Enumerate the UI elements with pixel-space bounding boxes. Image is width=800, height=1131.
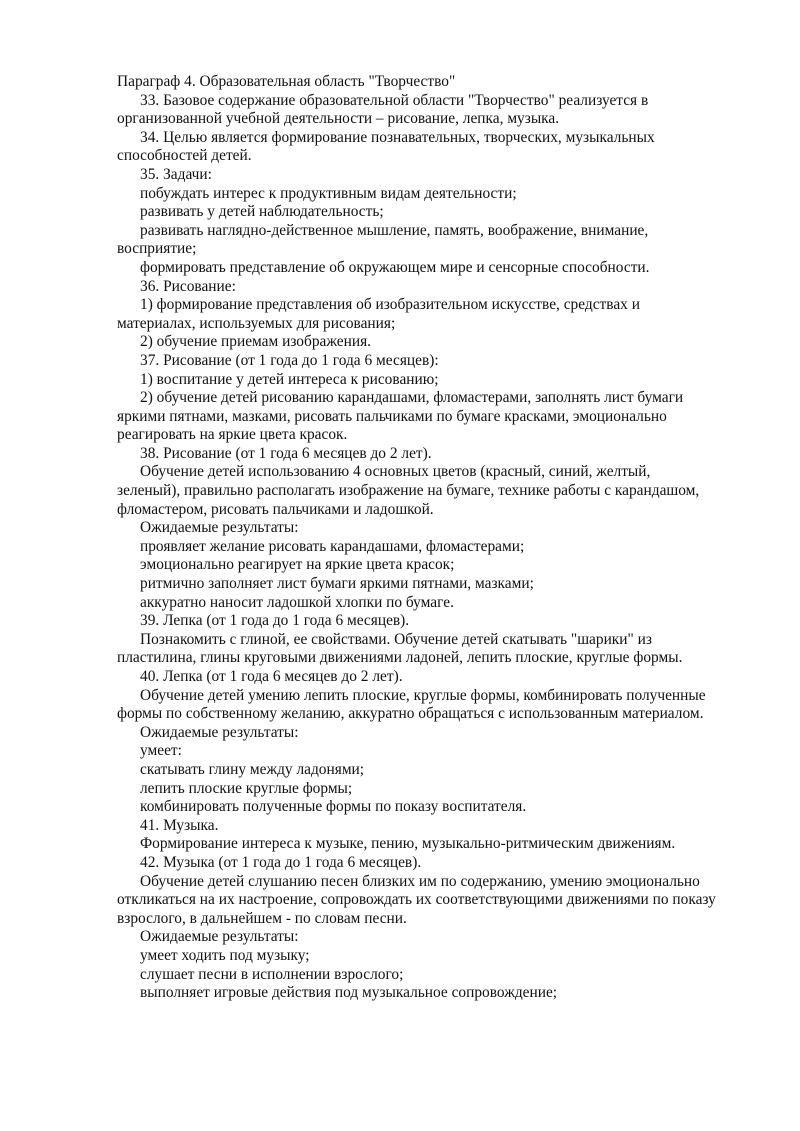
paragraph: Ожидаемые результаты:	[140, 723, 299, 741]
paragraph: 39. Лепка (от 1 года до 1 года 6 месяцев).	[140, 612, 410, 630]
paragraph: Ожидаемые результаты:	[140, 928, 299, 946]
paragraph: комбинировать полученные формы по показу воспитателя.	[140, 798, 527, 816]
paragraph: аккуратно наносит ладошкой хлопки по бумаге.	[140, 593, 454, 611]
paragraph: 2) обучение приемам изображения.	[140, 333, 372, 351]
paragraph: 41. Музыка.	[140, 816, 219, 834]
paragraph: Обучение детей использованию 4 основных цветов (красный, синий, желтый, зеленый), правильно располагать изображение на бумаге, технике работы с карандашом, фломастером, рисовать пальчиками и ладошкой.	[117, 463, 700, 518]
paragraph: 2) обучение детей рисованию карандашами, фломастерами, заполнять лист бумаги яркими пятнами, мазками, рисовать пальчиками по бумаге красками, эмоционально реагировать на яркие цвета красок.	[117, 389, 684, 444]
paragraph: Обучение детей умению лепить плоские, круглые формы, комбинировать полученные формы по собственному желанию, аккуратно обращаться с использованным материалом.	[117, 686, 706, 723]
paragraph: побуждать интерес к продуктивным видам деятельности;	[140, 184, 517, 202]
paragraph: 1) воспитание у детей интереса к рисованию;	[140, 370, 439, 388]
paragraph: 38. Рисование (от 1 года 6 месяцев до 2 лет).	[140, 444, 432, 462]
paragraph: скатывать глину между ладонями;	[140, 760, 365, 778]
paragraph: проявляет желание рисовать карандашами, фломастерами;	[140, 537, 525, 555]
paragraph: развивать у детей наблюдательность;	[140, 203, 384, 221]
paragraph: развивать наглядно-действенное мышление, память, воображение, внимание, восприятие;	[117, 221, 649, 258]
paragraph: 34. Целью является формирование познавательных, творческих, музыкальных способностей детей.	[117, 128, 655, 165]
paragraph: Формирование интереса к музыке, пению, музыкально-ритмическим движениям.	[140, 835, 676, 853]
document-body	[117, 73, 717, 1003]
paragraph: формировать представление об окружающем мире и сенсорные способности.	[140, 258, 650, 276]
paragraph: 1) формирование представления об изобразительном искусстве, средствах и материалах, используемых для рисования;	[117, 296, 640, 332]
paragraph: 37. Рисование (от 1 года до 1 года 6 месяцев):	[140, 351, 439, 369]
paragraph: Ожидаемые результаты:	[140, 519, 299, 537]
section-heading: Параграф 4. Образовательная область "Творчество"	[117, 73, 456, 90]
paragraph: Познакомить с глиной, ее свойствами. Обучение детей скатывать "шарики" из пластилина, глины круговыми движениями ладоней, лепить плоские, круглые формы.	[117, 630, 683, 667]
paragraph: 33. Базовое содержание образовательной области "Творчество" реализуется в организованной учебной деятельности – рисование, лепка, музыка.	[117, 91, 649, 128]
paragraph: лепить плоские круглые формы;	[140, 779, 353, 797]
paragraph: эмоционально реагирует на яркие цвета красок;	[140, 556, 455, 574]
paragraph: слушает песни в исполнении взрослого;	[140, 965, 404, 983]
paragraph: умеет:	[140, 742, 182, 760]
paragraph: умеет ходить под музыку;	[140, 946, 310, 964]
paragraph: Обучение детей слушанию песен близких им по содержанию, умению эмоционально откликаться на их настроение, сопровождать их соответствующими движениями по показу взрослого, в дальнейшем - по словам песни.	[117, 872, 716, 927]
paragraph: 40. Лепка (от 1 года 6 месяцев до 2 лет).	[140, 668, 403, 685]
paragraph: 42. Музыка (от 1 года до 1 года 6 месяцев).	[140, 853, 422, 871]
paragraph: 36. Рисование:	[140, 277, 236, 295]
paragraph: 35. Задачи:	[140, 165, 212, 183]
paragraph: выполняет игровые действия под музыкальное сопровождение;	[140, 984, 558, 1002]
paragraph: ритмично заполняет лист бумаги яркими пятнами, мазками;	[140, 575, 534, 593]
